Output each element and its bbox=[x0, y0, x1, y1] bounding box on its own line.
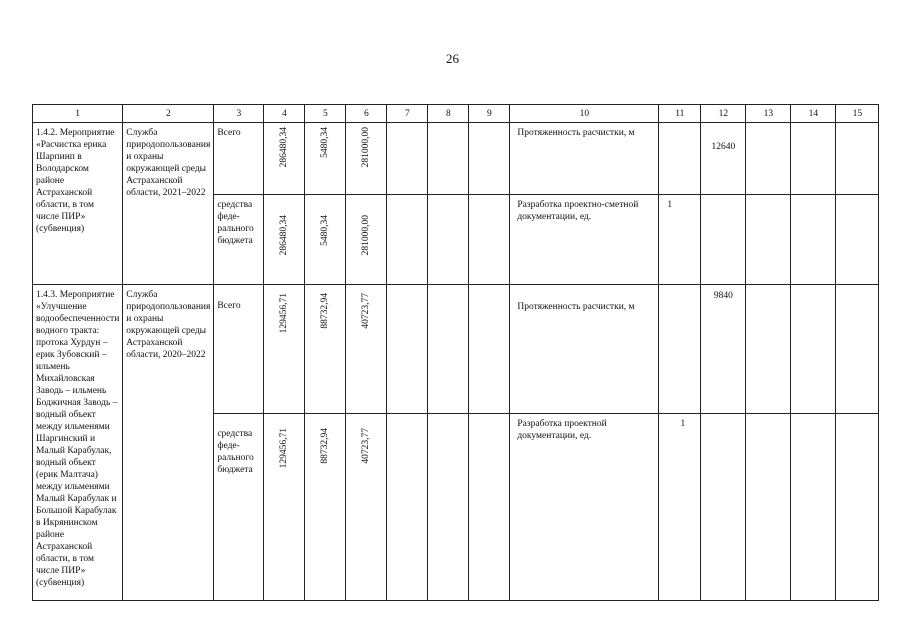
empty-cell bbox=[469, 195, 510, 285]
empty-cell bbox=[746, 285, 791, 414]
executor-cell bbox=[123, 285, 214, 601]
amount-cell bbox=[346, 123, 387, 195]
table-row bbox=[33, 123, 879, 195]
amount-value: 129456,71 bbox=[279, 293, 290, 334]
indicator-cell bbox=[510, 285, 659, 414]
amount-cell bbox=[264, 414, 305, 601]
indicator-value bbox=[701, 414, 745, 422]
indicator-text: Протяженность расчистки, м bbox=[517, 128, 635, 138]
amount-value: 88732,94 bbox=[320, 293, 331, 329]
header-cell: 1 bbox=[33, 105, 123, 123]
empty-cell bbox=[746, 195, 791, 285]
executor-text: Служба природопользования и охраны окружающей среды Астраханской области, 2020–2022 bbox=[126, 290, 211, 360]
empty-cell bbox=[428, 123, 469, 195]
amount-value: 88732,94 bbox=[320, 428, 331, 464]
activity-text: 1.4.2. Мероприятие «Расчистка ерика Шарпинп в Володарском районе Астраханской области, в том числе ПИР» (субвенция) bbox=[36, 128, 115, 234]
activity-text: 1.4.3. Мероприятие «Улучшение водообеспеченности водного тракта: протока Хурдун – ерик Зубовский – ильмень Михайловская Заводь – ильмень Боджичная Заводь – водный объект между ильменями Шаргинский и Малый Карабулак, водный объект (ерик Малтача) между ильменями Малый Карабулак и Большой Карабулак в Икрянинском районе Астраханской области, в том числе ПИР» (субвенция) bbox=[36, 290, 120, 588]
indicator-value: 1 bbox=[680, 419, 686, 429]
empty-cell bbox=[469, 285, 510, 414]
indicator-value-cell bbox=[701, 285, 746, 414]
source-cell bbox=[214, 285, 264, 414]
empty-cell bbox=[428, 195, 469, 285]
amount-cell bbox=[305, 195, 346, 285]
indicator-value-cell bbox=[701, 123, 746, 195]
indicator-cell bbox=[510, 414, 659, 601]
amount-cell bbox=[305, 285, 346, 414]
amount-cell bbox=[264, 285, 305, 414]
activity-cell bbox=[33, 285, 123, 601]
indicator-value bbox=[659, 285, 700, 293]
amount-cell bbox=[264, 195, 305, 285]
indicator-value: 1 bbox=[667, 200, 673, 210]
header-cell: 7 bbox=[387, 105, 428, 123]
amount-value: 5480,34 bbox=[320, 127, 331, 158]
amount-value: 286480,34 bbox=[279, 215, 290, 256]
header-cell: 11 bbox=[659, 105, 701, 123]
amount-cell bbox=[305, 123, 346, 195]
indicator-value-cell bbox=[701, 195, 746, 285]
indicator-value-cell bbox=[659, 414, 701, 601]
empty-cell bbox=[428, 414, 469, 601]
header-row bbox=[33, 105, 879, 123]
empty-cell bbox=[469, 414, 510, 601]
indicator-value bbox=[701, 195, 745, 203]
header-cell: 10 bbox=[510, 105, 659, 123]
executor-cell bbox=[123, 123, 214, 285]
indicator-value-cell bbox=[659, 123, 701, 195]
amount-value: 281000,00 bbox=[361, 127, 372, 168]
indicator-value: 12640 bbox=[711, 142, 736, 152]
empty-cell bbox=[791, 195, 836, 285]
empty-cell bbox=[387, 123, 428, 195]
empty-cell bbox=[836, 123, 879, 195]
header-cell: 8 bbox=[428, 105, 469, 123]
empty-cell bbox=[791, 285, 836, 414]
activity-cell bbox=[33, 123, 123, 285]
source-text: средства феде-рального бюджета bbox=[217, 429, 254, 475]
program-table bbox=[32, 104, 879, 601]
source-cell bbox=[214, 414, 264, 601]
header-cell: 9 bbox=[469, 105, 510, 123]
source-text: Всего bbox=[217, 128, 241, 138]
indicator-value bbox=[659, 123, 700, 131]
indicator-text: Протяженность расчистки, м bbox=[517, 302, 635, 312]
header-cell: 2 bbox=[123, 105, 214, 123]
header-cell: 4 bbox=[264, 105, 305, 123]
source-text: средства феде-рального бюджета bbox=[217, 200, 254, 246]
empty-cell bbox=[836, 195, 879, 285]
amount-value: 286480,34 bbox=[279, 127, 290, 168]
amount-value: 129456,71 bbox=[279, 428, 290, 469]
amount-value: 5480,34 bbox=[320, 215, 331, 246]
indicator-text: Разработка проектной документации, ед. bbox=[517, 419, 607, 441]
amount-value: 281000,00 bbox=[361, 215, 372, 256]
amount-cell bbox=[346, 195, 387, 285]
executor-text: Служба природопользования и охраны окружающей среды Астраханской области, 2021–2022 bbox=[126, 128, 211, 198]
header-cell: 5 bbox=[305, 105, 346, 123]
empty-cell bbox=[428, 285, 469, 414]
amount-cell bbox=[305, 414, 346, 601]
indicator-value-cell bbox=[659, 195, 701, 285]
page-number: 26 bbox=[446, 51, 459, 66]
amount-value: 40723,77 bbox=[361, 428, 372, 464]
header-cell: 13 bbox=[746, 105, 791, 123]
empty-cell bbox=[387, 414, 428, 601]
header-cell: 3 bbox=[214, 105, 264, 123]
indicator-text: Разработка проектно-сметной документации, ед. bbox=[517, 200, 639, 222]
indicator-value-cell bbox=[659, 285, 701, 414]
table-row bbox=[33, 285, 879, 414]
indicator-cell bbox=[510, 123, 659, 195]
empty-cell bbox=[836, 414, 879, 601]
indicator-value-cell bbox=[701, 414, 746, 601]
empty-cell bbox=[836, 285, 879, 414]
amount-cell bbox=[346, 414, 387, 601]
empty-cell bbox=[791, 414, 836, 601]
amount-cell bbox=[346, 285, 387, 414]
indicator-cell bbox=[510, 195, 659, 285]
empty-cell bbox=[469, 123, 510, 195]
amount-cell bbox=[264, 123, 305, 195]
indicator-value: 9840 bbox=[713, 291, 733, 301]
header-cell: 14 bbox=[791, 105, 836, 123]
source-cell bbox=[214, 195, 264, 285]
header-cell: 12 bbox=[701, 105, 746, 123]
empty-cell bbox=[746, 414, 791, 601]
empty-cell bbox=[791, 123, 836, 195]
empty-cell bbox=[746, 123, 791, 195]
header-cell: 6 bbox=[346, 105, 387, 123]
amount-value: 40723,77 bbox=[361, 293, 372, 329]
source-text: Всего bbox=[217, 301, 241, 311]
source-cell bbox=[214, 123, 264, 195]
header-cell: 15 bbox=[836, 105, 879, 123]
empty-cell bbox=[387, 285, 428, 414]
empty-cell bbox=[387, 195, 428, 285]
